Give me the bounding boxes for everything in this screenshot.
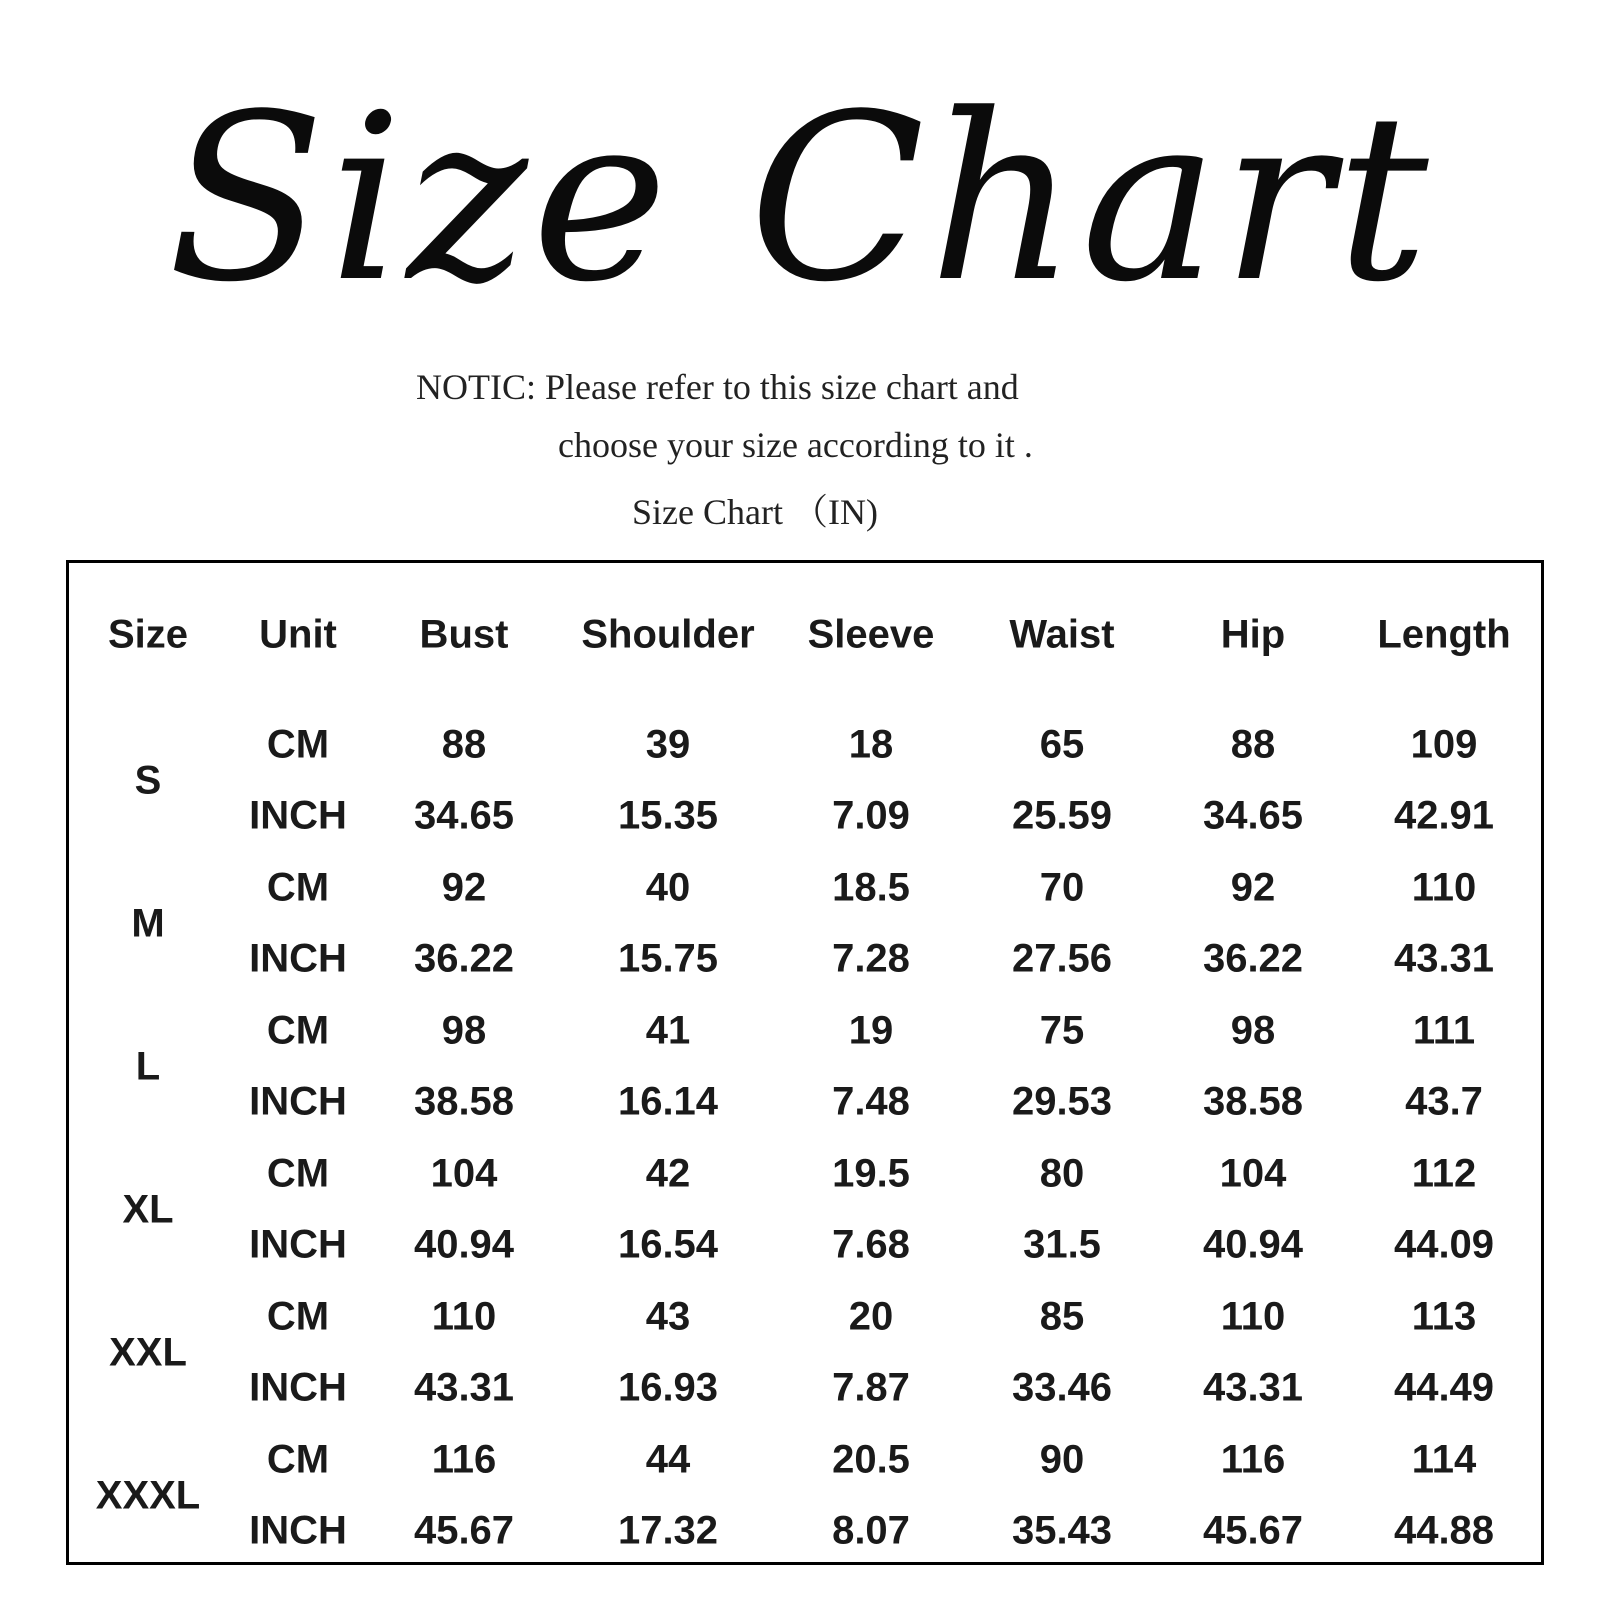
table-cell-cm: 19.5	[832, 1151, 910, 1196]
table-cell-inch: INCH	[249, 1365, 347, 1410]
column-header: Length	[1377, 612, 1511, 657]
table-cell-cm: 104	[1219, 1151, 1287, 1196]
table-cell-cm: 88	[1230, 722, 1276, 767]
table-cell-inch: 42.91	[1393, 793, 1495, 838]
column-header: Unit	[259, 612, 337, 657]
table-cell-cm: 70	[1039, 865, 1085, 910]
table-cell-cm: 104	[430, 1151, 498, 1196]
table-cell-cm: 98	[1230, 1008, 1276, 1053]
table-cell-cm: CM	[266, 722, 330, 767]
size-label: XXXL	[95, 1473, 201, 1517]
table-cell-cm: 109	[1410, 722, 1478, 767]
table-cell-cm: 116	[1220, 1437, 1286, 1482]
column-header: Size	[107, 612, 189, 657]
size-label: L	[135, 1044, 161, 1088]
table-cell-inch: 43.31	[1393, 936, 1495, 981]
table-cell-cm: 110	[431, 1294, 497, 1339]
table-cell-cm: 19	[848, 1008, 894, 1053]
table-cell-inch: INCH	[249, 936, 347, 981]
table-cell-inch: 40.94	[1202, 1222, 1304, 1267]
table-cell-cm: CM	[266, 1437, 330, 1482]
size-label: S	[134, 758, 162, 802]
table-cell-inch: 43.7	[1405, 1079, 1483, 1124]
table-cell-cm: 112	[1411, 1151, 1477, 1196]
notice-line-3: Size Chart （IN)	[632, 492, 878, 532]
table-cell-inch: 43.31	[1202, 1365, 1304, 1410]
notice-line-2: choose your size according to it .	[558, 425, 1033, 465]
size-label: M	[131, 901, 165, 945]
table-cell-cm: CM	[266, 1008, 330, 1053]
table-cell-inch: 7.09	[832, 793, 910, 838]
column-header: Waist	[1009, 612, 1115, 657]
table-cell-inch: 35.43	[1011, 1508, 1113, 1553]
table-cell-cm: 98	[441, 1008, 487, 1053]
table-cell-inch: 43.31	[413, 1365, 515, 1410]
table-cell-inch: 29.53	[1011, 1079, 1113, 1124]
table-cell-inch: 45.67	[413, 1508, 515, 1553]
table-cell-cm: 39	[645, 722, 691, 767]
table-cell-inch: 15.35	[617, 793, 719, 838]
table-cell-cm: 18.5	[832, 865, 910, 910]
table-cell-inch: 7.87	[832, 1365, 910, 1410]
table-cell-inch: 38.58	[413, 1079, 515, 1124]
table-cell-inch: INCH	[249, 1079, 347, 1124]
table-cell-cm: 88	[441, 722, 487, 767]
table-cell-cm: 42	[645, 1151, 691, 1196]
table-cell-cm: CM	[266, 1151, 330, 1196]
table-cell-inch: 8.07	[832, 1508, 910, 1553]
table-cell-cm: 110	[1411, 865, 1477, 910]
table-cell-inch: 38.58	[1202, 1079, 1304, 1124]
table-cell-cm: 92	[1230, 865, 1276, 910]
table-cell-inch: 7.68	[832, 1222, 910, 1267]
table-cell-cm: 114	[1411, 1437, 1477, 1482]
table-cell-cm: 116	[431, 1437, 497, 1482]
table-cell-inch: 44.09	[1393, 1222, 1495, 1267]
table-cell-inch: INCH	[249, 1508, 347, 1553]
table-cell-cm: 43	[645, 1294, 691, 1339]
page-title: Size Chart	[167, 66, 1433, 333]
table-cell-cm: 92	[441, 865, 487, 910]
table-cell-cm: 44	[645, 1437, 691, 1482]
table-cell-cm: CM	[266, 1294, 330, 1339]
table-cell-cm: 75	[1039, 1008, 1085, 1053]
table-cell-inch: INCH	[249, 793, 347, 838]
table-cell-cm: 80	[1039, 1151, 1085, 1196]
table-cell-inch: 36.22	[413, 936, 515, 981]
column-header: Shoulder	[581, 612, 755, 657]
column-header: Bust	[419, 612, 509, 657]
table-cell-cm: 18	[848, 722, 894, 767]
column-header: Hip	[1220, 612, 1286, 657]
table-cell-inch: 44.88	[1393, 1508, 1495, 1553]
table-cell-cm: 20	[848, 1294, 894, 1339]
table-cell-inch: 33.46	[1011, 1365, 1113, 1410]
table-cell-cm: 40	[645, 865, 691, 910]
table-cell-cm: 111	[1412, 1008, 1476, 1053]
table-cell-inch: 7.48	[832, 1079, 910, 1124]
table-cell-inch: 27.56	[1011, 936, 1113, 981]
table-cell-inch: 40.94	[413, 1222, 515, 1267]
size-label: XL	[122, 1187, 174, 1231]
table-cell-cm: 65	[1039, 722, 1085, 767]
table-cell-cm: 90	[1039, 1437, 1085, 1482]
table-cell-inch: 44.49	[1393, 1365, 1495, 1410]
table-cell-inch: 34.65	[1202, 793, 1304, 838]
table-cell-inch: 36.22	[1202, 936, 1304, 981]
table-cell-cm: 20.5	[832, 1437, 910, 1482]
table-cell-inch: 25.59	[1011, 793, 1113, 838]
table-cell-inch: 7.28	[832, 936, 910, 981]
table-cell-inch: INCH	[249, 1222, 347, 1267]
size-table	[66, 560, 1544, 1565]
table-cell-inch: 45.67	[1202, 1508, 1304, 1553]
table-cell-cm: 41	[645, 1008, 691, 1053]
table-cell-inch: 16.54	[617, 1222, 719, 1267]
notice-line-1: NOTIC: Please refer to this size chart and	[416, 367, 1019, 407]
table-cell-inch: 31.5	[1023, 1222, 1101, 1267]
table-cell-inch: 16.93	[617, 1365, 719, 1410]
table-cell-inch: 17.32	[617, 1508, 719, 1553]
table-cell-inch: 16.14	[617, 1079, 719, 1124]
table-cell-cm: 113	[1411, 1294, 1477, 1339]
table-cell-cm: CM	[266, 865, 330, 910]
size-label: XXL	[109, 1330, 187, 1374]
table-cell-cm: 110	[1220, 1294, 1286, 1339]
column-header: Sleeve	[807, 612, 935, 657]
table-cell-inch: 15.75	[617, 936, 719, 981]
table-cell-cm: 85	[1039, 1294, 1085, 1339]
table-cell-inch: 34.65	[413, 793, 515, 838]
